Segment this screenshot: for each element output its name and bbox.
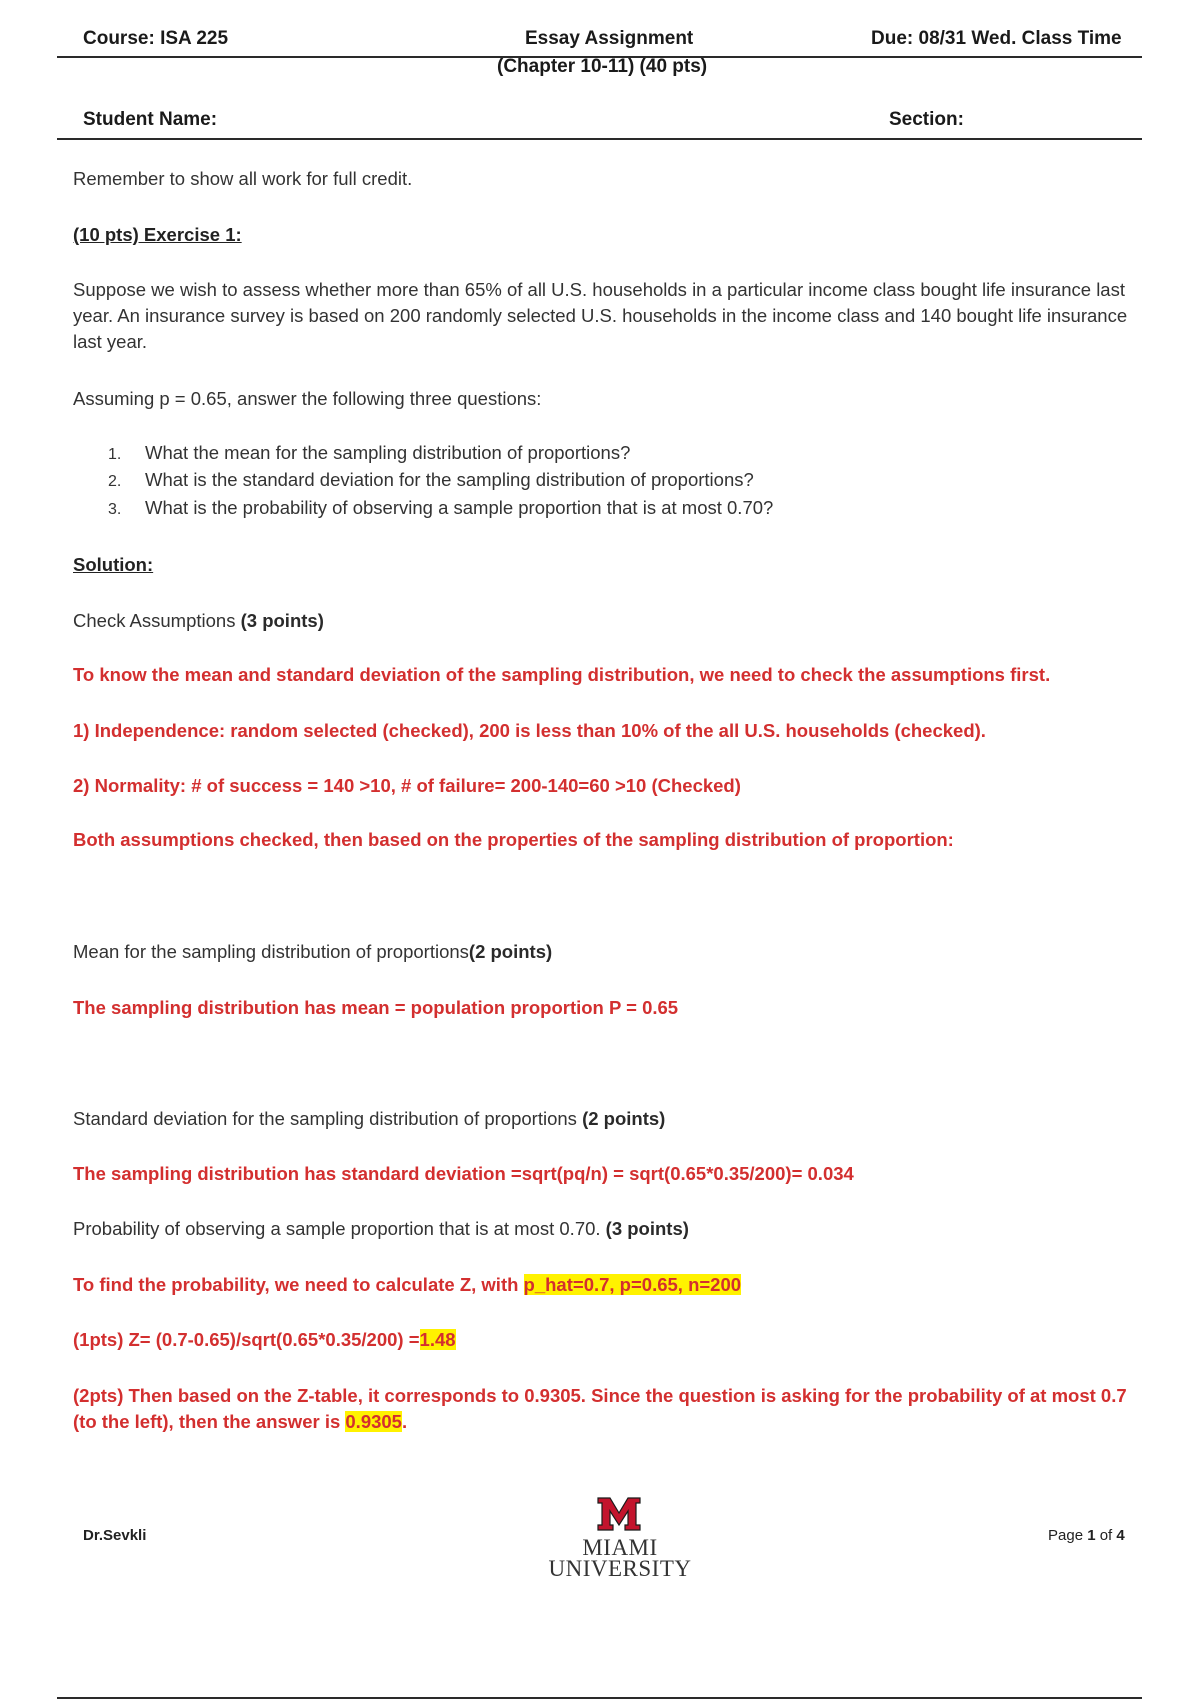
exercise-heading: (10 pts) Exercise 1:	[73, 224, 242, 245]
student-rule	[57, 138, 1142, 140]
z-params-highlight: p_hat=0.7, p=0.65, n=200	[523, 1274, 742, 1295]
question-number: 1.	[108, 446, 122, 463]
instructor-name: Dr.Sevkli	[83, 1527, 147, 1544]
mean-answer: The sampling distribution has mean = population proportion P = 0.65	[73, 997, 679, 1018]
z-calc-line	[73, 1327, 1133, 1353]
sd-label: Standard deviation for the sampling distribution of proportions	[73, 1108, 583, 1129]
bottom-rule	[57, 1697, 1142, 1699]
page-total: 4	[1116, 1527, 1125, 1544]
check-points: (3 points)	[240, 610, 324, 631]
sd-points: (2 points)	[582, 1108, 666, 1129]
section-label: Section:	[889, 109, 964, 130]
z-calc: (1pts) Z= (0.7-0.65)/sqrt(0.65*0.35/200) =	[73, 1329, 420, 1350]
exercise-prompt: Suppose we wish to assess whether more than 65% of all U.S. households in a particular income class bought life insurance last year. An insurance survey is based on 200 randomly selected U.S. households in the income class and 140 bought life insurance last year.	[73, 279, 1128, 352]
final-answer	[73, 1383, 1133, 1435]
check-label: Check Assumptions	[73, 610, 241, 631]
mean-label: Mean for the sampling distribution of proportions	[73, 941, 469, 962]
prob-points: (3 points)	[605, 1218, 689, 1239]
chapter-label: (Chapter 10-11) (40 pts)	[497, 56, 708, 77]
page-mid: of	[1095, 1527, 1117, 1544]
student-name-label: Student Name:	[83, 109, 218, 130]
prob-question	[73, 1216, 1133, 1242]
due-date: Due: 08/31 Wed. Class Time	[871, 28, 1122, 49]
question-text: What is the standard deviation for the sampling distribution of proportions?	[145, 469, 754, 490]
mean-question	[73, 939, 1133, 965]
check-intro: To know the mean and standard deviation of the sampling distribution, we need to check the assumptions first.	[73, 664, 1051, 685]
check-assumptions	[73, 608, 1133, 634]
assuming-text: Assuming p = 0.65, answer the following three questions:	[73, 388, 542, 409]
assignment-title: Essay Assignment	[525, 28, 694, 49]
page-prefix: Page	[1048, 1527, 1088, 1544]
question-text: What is the probability of observing a sample proportion that is at most 0.70?	[145, 497, 774, 518]
final-end: .	[401, 1411, 408, 1432]
question-item	[108, 497, 773, 519]
final-value-highlight: 0.9305	[345, 1411, 402, 1432]
sd-question	[73, 1106, 1133, 1132]
logo-university: UNIVERSITY	[548, 1556, 692, 1581]
question-number: 2.	[108, 473, 122, 490]
final-text: (2pts) Then based on the Z-table, it corresponds to 0.9305. Since the question is asking for the probability of at most 0.7 (to the left), then the answer is	[73, 1385, 1127, 1432]
normality-check: 2) Normality: # of success = 140 >10, # of failure= 200-140=60 >10 (Checked)	[73, 775, 741, 796]
question-item	[108, 469, 754, 491]
page-number	[1048, 1527, 1125, 1544]
z-intro-line	[73, 1272, 1133, 1298]
both-assumptions: Both assumptions checked, then based on the properties of the sampling distribution of proportion:	[73, 829, 954, 850]
exercise-heading-wrap	[73, 222, 1133, 248]
page-current: 1	[1087, 1527, 1096, 1544]
prob-label: Probability of observing a sample proportion that is at most 0.70.	[73, 1218, 606, 1239]
question-number: 3.	[108, 501, 122, 518]
miami-m-logo	[596, 1496, 642, 1532]
logo-miami: MIAMI	[582, 1535, 658, 1560]
sd-answer: The sampling distribution has standard deviation =sqrt(pq/n) = sqrt(0.65*0.35/200)= 0.034	[73, 1163, 854, 1184]
z-value-highlight: 1.48	[419, 1329, 456, 1350]
z-intro: To find the probability, we need to calculate Z, with	[73, 1274, 524, 1295]
intro-text: Remember to show all work for full credit.	[73, 168, 413, 189]
course-label: Course: ISA 225	[83, 28, 229, 49]
mean-points: (2 points)	[468, 941, 553, 962]
question-item	[108, 442, 630, 464]
solution-heading: Solution:	[73, 554, 154, 575]
independence-check: 1) Independence: random selected (checked), 200 is less than 10% of the all U.S. households (checked).	[73, 720, 986, 741]
solution-heading-wrap	[73, 552, 1133, 578]
question-text: What the mean for the sampling distribution of proportions?	[145, 442, 631, 463]
